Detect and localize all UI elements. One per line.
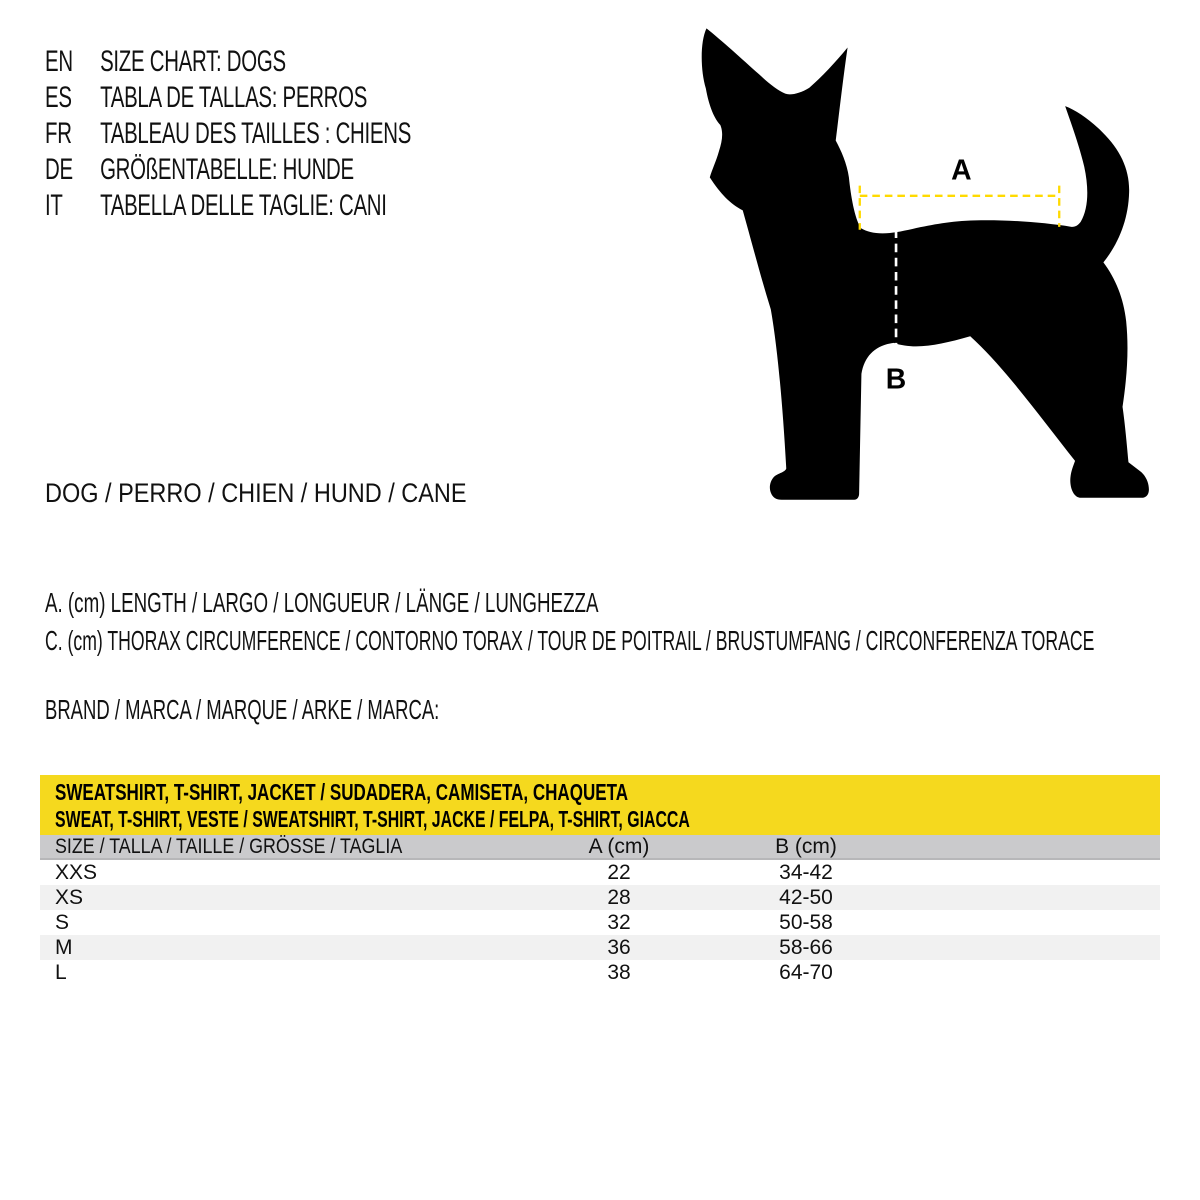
language-row-fr (45, 116, 411, 152)
language-code: FR (45, 117, 72, 150)
a-cell: 22 (607, 860, 631, 884)
language-title: TABLA DE TALLAS: PERROS (100, 81, 368, 114)
b-cell: 34-42 (779, 860, 833, 884)
legend-thorax-line: C. (cm) THORAX CIRCUMFERENCE / CONTORNO TORAX / TOUR DE POITRAIL / BRUSTUMFANG / CIRCONFERENZA TORACE (45, 625, 1095, 656)
dimension-b-label: B (885, 363, 907, 396)
size-cell: XS (55, 885, 84, 909)
b-cell: 64-70 (779, 960, 833, 984)
a-cell: 32 (607, 910, 631, 934)
size-cell: S (55, 910, 70, 934)
language-row-de (45, 152, 411, 188)
brand-line: BRAND / MARCA / MARQUE / ARKE / MARCA: (45, 694, 440, 725)
language-code: DE (45, 153, 73, 186)
table-row-xs (40, 885, 1160, 910)
table-row-xxs (40, 860, 1160, 885)
header-size-col (40, 835, 526, 859)
language-title: TABELLA DELLE TAGLIE: CANI (100, 189, 387, 222)
header-size-label: SIZE / TALLA / TAILLE / GRÖSSE / TAGLIA (55, 835, 403, 858)
legend-length-line: A. (cm) LENGTH / LARGO / LONGUEUR / LÄNGE / LUNGHEZZA (45, 587, 599, 618)
language-list (45, 44, 583, 224)
dimension-a-label: A (951, 154, 972, 187)
b-cell: 58-66 (779, 935, 833, 959)
size-cell: L (55, 960, 67, 984)
language-title: TABLEAU DES TAILLES : CHIENS (100, 117, 412, 150)
garment-type-banner (40, 775, 1160, 835)
a-cell: 28 (607, 885, 631, 909)
a-cell: 38 (607, 960, 631, 984)
language-row-it (45, 188, 411, 224)
header-b-col: B (cm) (775, 835, 837, 858)
language-code: IT (45, 189, 63, 222)
size-table-header (40, 835, 1160, 860)
b-cell: 42-50 (779, 885, 833, 909)
size-cell: M (55, 935, 73, 959)
a-cell: 36 (607, 935, 631, 959)
animal-caption: DOG / PERRO / CHIEN / HUND / CANE (45, 478, 467, 508)
language-row-en (45, 44, 411, 80)
language-title: SIZE CHART: DOGS (100, 45, 286, 78)
table-row-l (40, 960, 1160, 985)
table-row-m (40, 935, 1160, 960)
banner-line-2: SWEAT, T-SHIRT, VESTE / SWEATSHIRT, T-SHIRT, JACKE / FELPA, T-SHIRT, GIACCA (55, 806, 690, 832)
language-title: GRÖßENTABELLE: HUNDE (100, 153, 354, 186)
b-cell: 50-58 (779, 910, 833, 934)
dog-silhouette (702, 28, 1149, 499)
header-a-col: A (cm) (588, 835, 650, 858)
dog-measurement-figure (690, 25, 1170, 515)
size-table (40, 835, 1160, 985)
language-code: EN (45, 45, 73, 78)
banner-line-1: SWEATSHIRT, T-SHIRT, JACKET / SUDADERA, CAMISETA, CHAQUETA (55, 779, 629, 805)
size-cell: XXS (55, 860, 98, 884)
language-code: ES (45, 81, 72, 114)
language-row-es (45, 80, 411, 116)
table-row-s (40, 910, 1160, 935)
